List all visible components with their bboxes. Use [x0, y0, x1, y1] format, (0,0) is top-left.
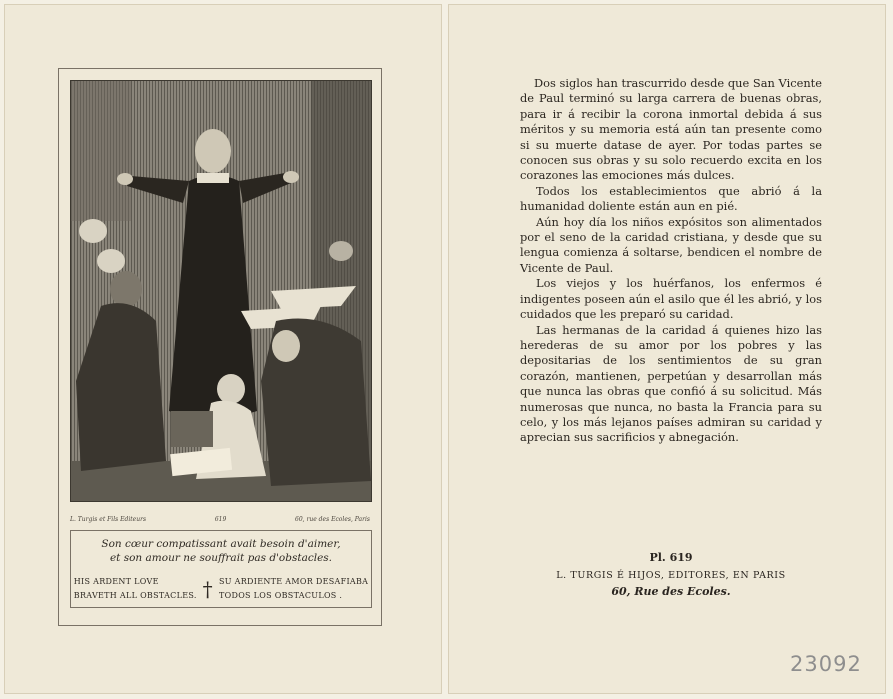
- caption-spanish-line-2: TODOS LOS OBSTACULOS .: [218, 591, 343, 600]
- paragraph: Todos los establecimientos que abrió á la humanidad doliente están aun en pié.: [520, 183, 822, 214]
- caption-translations: [71, 575, 371, 603]
- engraving-image: [70, 80, 372, 502]
- cross-divider-icon: †: [202, 577, 213, 601]
- plate-number: Pl. 619: [649, 551, 693, 564]
- credit-address: 60, rue des Ecoles, Paris: [295, 516, 370, 523]
- back-text-body: [520, 76, 822, 446]
- caption-spanish: [213, 575, 368, 603]
- caption-english-line-1: HIS ARDENT LOVE: [73, 577, 159, 586]
- caption-english: [74, 575, 203, 603]
- caption-french-line-2: et son amour ne souffrait pas d'obstacles.: [109, 552, 333, 564]
- publisher-line: L. TURGIS É HIJOS, EDITORES, EN PARIS: [556, 570, 786, 581]
- publisher-address: 60, Rue des Ecoles.: [611, 585, 731, 598]
- paragraph: Las hermanas de la caridad á quienes hizo las herederas de su amor por los pobres y las depositarias de los sentimientos de su gran corazón, mantienen, perpetúan y desarrollan más que nunca las obras que confió á su solicitud. Más numerosas que nunca, no basta la Francia para su celo, y los más lejanos países admiran su caridad y aprecian sus sacrificios y abnegación.: [520, 322, 822, 445]
- caption-english-line-2: BRAVETH ALL OBSTACLES.: [73, 591, 197, 600]
- credit-plate-number: 619: [214, 516, 227, 523]
- credit-publisher: L. Turgis et Fils Editeurs: [70, 516, 147, 523]
- engraving-credits: [70, 516, 370, 528]
- paragraph: Aún hoy día los niños expósitos son alimentados por el seno de la caridad cristiana, y desde que su lengua comienza á soltarse, bendicen el nombre de Vicente de Paul.: [520, 214, 822, 275]
- paragraph: Los viejos y los huérfanos, los enfermos é indigentes poseen aún el asilo que él les abrió, y los cuidados que les preparó su caridad.: [520, 276, 822, 322]
- caption-box: [70, 530, 372, 608]
- caption-spanish-line-1: SU ARDIENTE AMOR DESAFIABA: [218, 577, 369, 586]
- caption-french-line-1: Son cœur compatissant avait besoin d'aimer,: [101, 538, 341, 550]
- caption-french: [71, 537, 371, 565]
- saint-vincent-illustration: [71, 81, 371, 501]
- basket: [171, 411, 213, 447]
- paragraph: Dos siglos han trascurrido desde que San Vicente de Paul terminó su larga carrera de buenas obras, para ir á recibir la corona inmortal debida á sus méritos y su memoria está aún tan presente como si su muerte datase de ayer. Por todas partes se conocen sus obras y su solo recuerdo excita en los corazones las emociones más dulces.: [520, 76, 822, 183]
- kneeling-man-figure: [76, 271, 166, 471]
- inventory-stamp: 23092: [790, 652, 862, 676]
